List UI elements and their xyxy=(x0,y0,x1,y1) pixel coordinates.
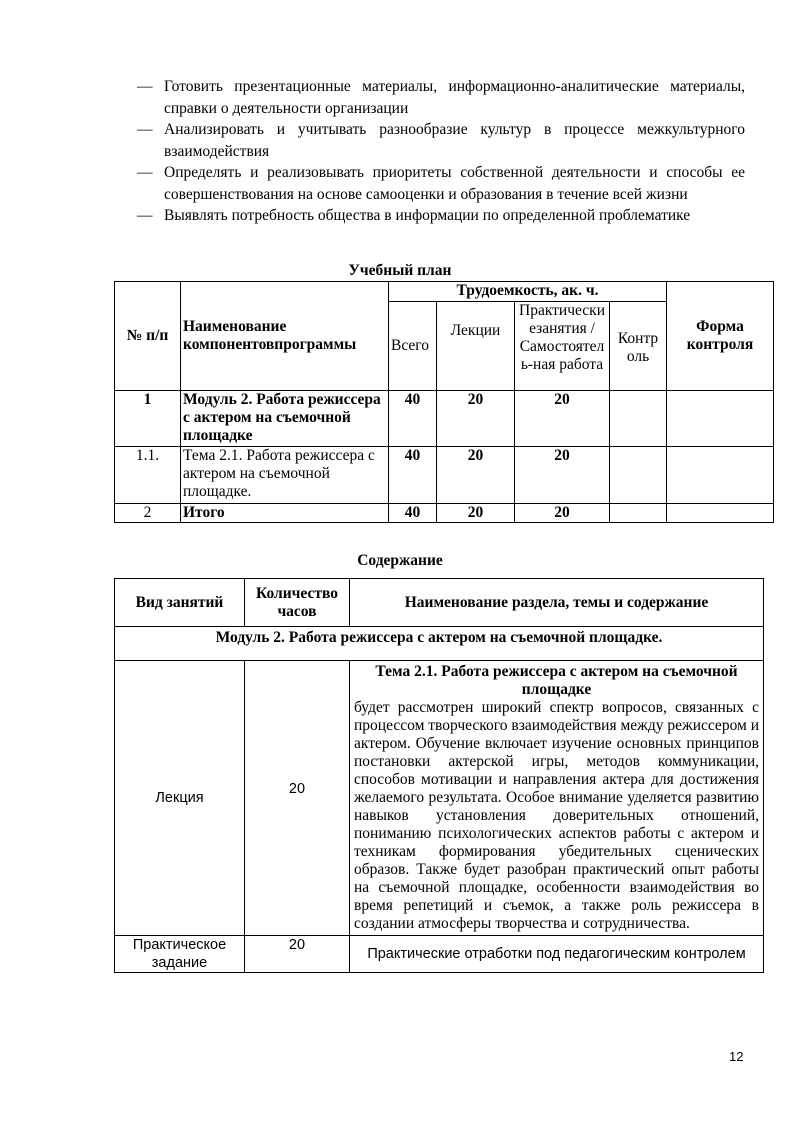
plan-cell-form xyxy=(667,504,774,523)
content-module: Модуль 2. Работа режиссера с актером на съемочной площадке. xyxy=(115,627,764,661)
list-item-text: Анализировать и учитывать разнообразие культур в процессе межкультурного взаимодействия xyxy=(164,121,745,160)
plan-cell-lectures: 20 xyxy=(437,391,515,447)
content-cell-hours: 20 xyxy=(245,661,350,936)
list-dash: — xyxy=(137,78,153,95)
list-item xyxy=(137,162,745,205)
plan-cell-num: 2 xyxy=(115,504,181,523)
plan-cell-lectures: 20 xyxy=(437,447,515,504)
content-header-name: Наименование раздела, темы и содержание xyxy=(350,579,764,627)
plan-cell-control xyxy=(610,447,667,504)
content-cell-type: Лекция xyxy=(115,661,245,936)
content-table xyxy=(114,578,764,973)
content-cell-description: Практические отработки под педагогическим контролем xyxy=(350,936,764,973)
plan-header-name: Наименование компонентовпрограммы xyxy=(181,282,389,391)
list-dash: — xyxy=(137,164,153,181)
content-header-hours: Количество часов xyxy=(245,579,350,627)
plan-cell-name: Тема 2.1. Работа режиссера с актером на съемочной площадке. xyxy=(181,447,389,504)
plan-header-control: Контр оль xyxy=(610,302,667,391)
plan-cell-total: 40 xyxy=(389,504,437,523)
plan-cell-name: Итого xyxy=(181,504,389,523)
competency-list xyxy=(137,76,745,227)
plan-cell-name: Модуль 2. Работа режиссера с актером на съемочной площадке xyxy=(181,391,389,447)
plan-header-labor: Трудоемкость, ак. ч. xyxy=(389,282,667,302)
table-row xyxy=(115,504,774,523)
plan-cell-practical: 20 xyxy=(515,391,610,447)
page-number: 12 xyxy=(729,1049,744,1064)
list-item-text: Определять и реализовывать приоритеты собственной деятельности и способы ее совершенствования на основе самооценки и образования в течение всей жизни xyxy=(164,164,745,203)
table-row xyxy=(115,661,764,936)
content-cell-hours: 20 xyxy=(245,936,350,973)
plan-header-form: Форма контроля xyxy=(667,282,774,391)
plan-title: Учебный план xyxy=(348,262,452,279)
plan-header-total: Всего xyxy=(389,302,437,391)
list-item-text: Выявлять потребность общества в информации по определенной проблематике xyxy=(164,207,691,224)
plan-cell-form xyxy=(667,447,774,504)
plan-header-row xyxy=(115,282,774,302)
plan-header-num: № п/п xyxy=(115,282,181,391)
plan-header-lectures: Лекции xyxy=(437,302,515,391)
content-header-row xyxy=(115,579,764,627)
table-row xyxy=(115,391,774,447)
content-title: Содержание xyxy=(357,552,443,569)
plan-cell-form xyxy=(667,391,774,447)
plan-cell-num: 1.1. xyxy=(115,447,181,504)
plan-cell-num: 1 xyxy=(115,391,181,447)
content-module-row xyxy=(115,627,764,661)
plan-cell-lectures: 20 xyxy=(437,504,515,523)
list-item xyxy=(137,119,745,162)
topic-title: Тема 2.1. Работа режиссера с актером на съемочной площадке xyxy=(375,663,738,698)
plan-table xyxy=(114,281,774,523)
plan-cell-total: 40 xyxy=(389,391,437,447)
content-header-type: Вид занятий xyxy=(115,579,245,627)
plan-header-practical: Практически езанятия / Самостоятел ь-ная работа xyxy=(515,302,610,391)
list-item xyxy=(137,76,745,119)
plan-cell-total: 40 xyxy=(389,447,437,504)
plan-cell-control xyxy=(610,391,667,447)
list-dash: — xyxy=(137,207,153,224)
plan-cell-practical: 20 xyxy=(515,447,610,504)
content-cell-description xyxy=(350,661,764,936)
table-row xyxy=(115,447,774,504)
list-item xyxy=(137,205,745,227)
topic-text: будет рассмотрен широкий спектр вопросов, связанных с процессом творческого взаимодействия между режиссером и актером. Обучение включает изучение основных принципов постановки актерской игры, методов коммуникации, способов мотивации и направления актера для достижения желаемого результата. Особое внимание уделяется развитию навыков установления доверительных отношений, пониманию психологических аспектов работы с актером и техникам формирования убедительных сценических образов. Также будет разобран практический опыт работы на съемочной площадке, особенности взаимодействия во время репетиций и съемок, а также роль режиссера в создании атмосферы творчества и сотрудничества. xyxy=(354,699,759,932)
list-dash: — xyxy=(137,121,153,138)
content-cell-type: Практическое задание xyxy=(115,936,245,973)
list-item-text: Готовить презентационные материалы, информационно-аналитические материалы, справки о деятельности организации xyxy=(164,78,745,117)
table-row xyxy=(115,936,764,973)
plan-cell-control xyxy=(610,504,667,523)
plan-cell-practical: 20 xyxy=(515,504,610,523)
